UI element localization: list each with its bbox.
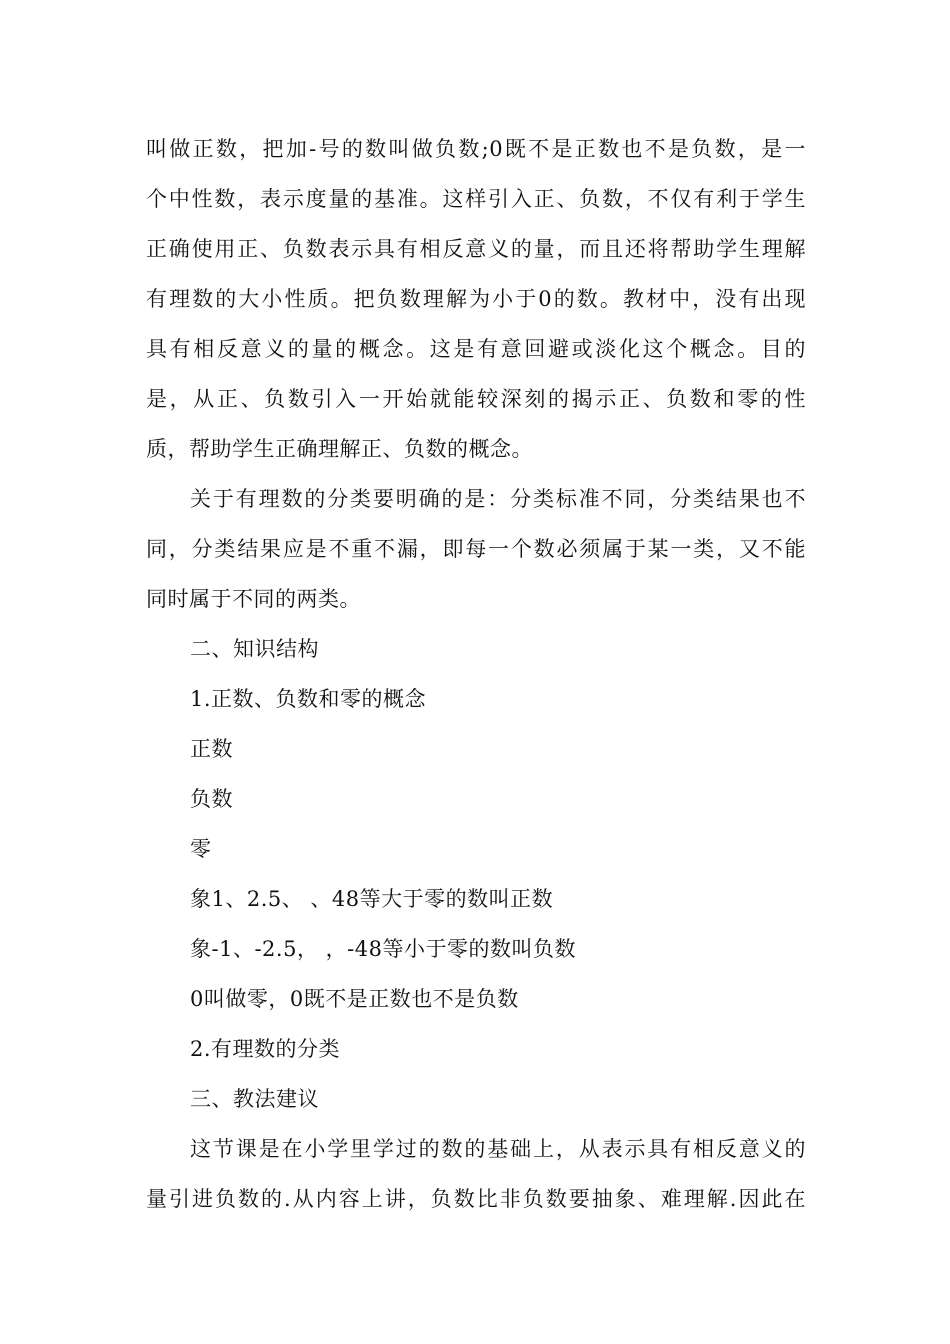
list-item: 零 <box>190 837 212 861</box>
subsection-heading: 2.有理数的分类 <box>190 1037 341 1061</box>
definition-line: 象-1、-2.5， ，-48等小于零的数叫负数 <box>190 937 576 961</box>
paragraph-line: 质，帮助学生正确理解正、负数的概念。 <box>146 437 533 461</box>
paragraph-line: 有理数的大小性质。把负数理解为小于0的数。教材中，没有出现 <box>146 287 806 311</box>
definition-line: 0叫做零，0既不是正数也不是负数 <box>190 987 519 1011</box>
section-heading: 二、知识结构 <box>190 637 319 661</box>
definition-line: 象1、2.5、 、48等大于零的数叫正数 <box>190 887 554 911</box>
paragraph-line: 同时属于不同的两类。 <box>146 587 361 611</box>
paragraph-line: 个中性数，表示度量的基准。这样引入正、负数，不仅有利于学生 <box>146 187 806 211</box>
subsection-heading: 1.正数、负数和零的概念 <box>190 687 427 711</box>
paragraph-line: 关于有理数的分类要明确的是：分类标准不同，分类结果也不 <box>190 487 806 511</box>
paragraph-line: 正确使用正、负数表示具有相反意义的量，而且还将帮助学生理解 <box>146 237 806 261</box>
paragraph-line: 同，分类结果应是不重不漏，即每一个数必须属于某一类，又不能 <box>146 537 806 561</box>
section-heading: 三、教法建议 <box>190 1087 319 1111</box>
paragraph-line: 这节课是在小学里学过的数的基础上，从表示具有相反意义的 <box>190 1137 806 1161</box>
paragraph-line: 是，从正、负数引入一开始就能较深刻的揭示正、负数和零的性 <box>146 387 806 411</box>
paragraph-line: 具有相反意义的量的概念。这是有意回避或淡化这个概念。目的 <box>146 337 806 361</box>
paragraph-line: 叫做正数，把加-号的数叫做负数;0既不是正数也不是负数，是一 <box>146 137 806 161</box>
list-item: 正数 <box>190 737 233 761</box>
list-item: 负数 <box>190 787 233 811</box>
paragraph-line: 量引进负数的.从内容上讲，负数比非负数要抽象、难理解.因此在 <box>146 1187 806 1211</box>
document-body <box>146 124 806 1224</box>
